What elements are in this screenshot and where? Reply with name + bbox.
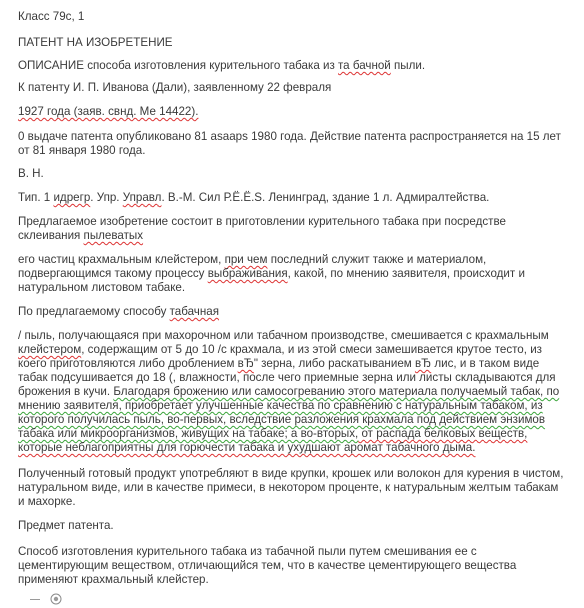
paragraph-text: последний служит также и материалом, подвергающимся такому процессу bbox=[18, 253, 487, 280]
paragraph-text: , какой, по мнению заявителя, происходит и натуральном листовом табаке. bbox=[18, 267, 525, 294]
misspelled-text: от распада белковых веществ, которые неблагоприятны для горючести табака и ухудшают аромат табачного дыма. bbox=[18, 427, 528, 454]
misspelled-word: вЂ bbox=[237, 357, 254, 370]
paragraph-2 bbox=[18, 253, 568, 295]
patent-title-text: ПАТЕНТ НА ИЗОБРЕТЕНИЕ bbox=[18, 36, 173, 49]
patent-document bbox=[18, 10, 568, 587]
misspelled-word: выбраживания bbox=[207, 267, 288, 280]
grammar-flagged-text: Благодаря брожению или самосогреванию этого материала получаемый табак, по мнению заявителя, приобретает улучшенные качества по сравнению с натуральным табаком, из которого получилась пыль, во-первых, вследствие разложения крахмала под действием энзимов табака или микроорганизмов, живущих на табаке; а во-вторых, bbox=[18, 385, 560, 440]
paragraph-text: Предлагаемое изобретение состоит в приготовлении курительного табака при посредстве склеивания bbox=[18, 215, 506, 242]
paragraph-4 bbox=[18, 329, 568, 455]
stamp-divider bbox=[30, 599, 40, 600]
class-line-text: Класс 79с, 1 bbox=[18, 10, 85, 23]
typography-text: . В.-М. Сил Р.Ё.Ë.S. Ленинград, здание 1 л. Адмиралтейства. bbox=[161, 191, 490, 204]
paragraph-3 bbox=[18, 305, 568, 319]
patent-title bbox=[18, 36, 568, 50]
typography-text: Тип. 1 bbox=[18, 191, 54, 204]
publication-notice bbox=[18, 130, 568, 158]
description-title-tail: пыли. bbox=[390, 59, 426, 72]
subject-heading-text: Предмет патента. bbox=[18, 519, 114, 532]
paragraph-text: лис, и в таком виде табак подсушивается до 18 (, влажности, после чего приемные зерна или листы складываются для брожения в кучи. bbox=[18, 357, 556, 398]
misspelled-word: вЂ bbox=[414, 357, 432, 370]
paragraph-text: " зерна, либо раскатыванием bbox=[253, 357, 415, 370]
typography-text: . Упр. bbox=[90, 191, 123, 204]
description-title bbox=[18, 59, 568, 73]
typography-line bbox=[18, 191, 568, 205]
misspelled-word: Управл bbox=[122, 191, 162, 204]
misspelled-word: табачная bbox=[169, 305, 219, 318]
footer-stamp bbox=[30, 592, 62, 606]
misspelled-word: клейстером bbox=[18, 343, 82, 356]
paragraph-5 bbox=[18, 467, 568, 509]
publication-text: 0 выдаче патента опубликовано 81 asaaps 1980 года. Действие патента распространяется на 15 лет от 81 января 1980 года. bbox=[18, 130, 561, 157]
round-seal-icon bbox=[50, 593, 62, 605]
paragraph-1 bbox=[18, 215, 568, 243]
initials-text: В. Н. bbox=[18, 167, 44, 180]
application-text: 1927 года (заяв. свнд. Ме 14422). bbox=[18, 105, 199, 118]
misspelled-word: та бачной bbox=[338, 59, 391, 72]
description-title-text: ОПИСАНИЕ способа изготовления курительного табака из bbox=[18, 59, 338, 72]
misspelled-word: пылеватых bbox=[83, 229, 144, 242]
to-patent-line bbox=[18, 81, 568, 95]
paragraph-text: По предлагаемому способу bbox=[18, 305, 170, 318]
initials bbox=[18, 167, 568, 181]
claim-text: Способ изготовления курительного табака из табачной пыли путем смешивания ее с цементирующим веществом, отличающийся тем, что в качестве цементирующего вещества применяют крахмальный клейстер. bbox=[18, 545, 517, 586]
paragraph-text: Полученный готовый продукт употребляют в виде крупки, крошек или волокон для курения в чистом, натуральном виде, или в качестве примеси, в некотором проценте, к натуральным желтым табакам и махорке. bbox=[18, 467, 564, 508]
application-line bbox=[18, 105, 568, 119]
misspelled-word: идрегр bbox=[53, 191, 91, 204]
paragraph-text: / пыль, получающаяся при махорочном или табачном производстве, смешивается с крахмальным bbox=[18, 329, 549, 342]
claim-paragraph bbox=[18, 545, 568, 587]
paragraph-text: его частиц крахмальным клейстером, bbox=[18, 253, 225, 266]
paragraph-text: , содержащим от 5 до 10 /с крахмала, и из этой смеси замешивается крутое тесто, из коего приготовляются либо дроблением bbox=[18, 343, 542, 370]
to-patent-text: К патенту И. П. Иванова (Дали), заявленному 22 февраля bbox=[18, 81, 332, 94]
class-line bbox=[18, 10, 568, 24]
subject-heading bbox=[18, 519, 568, 533]
misspelled-word: при чем bbox=[224, 253, 268, 266]
